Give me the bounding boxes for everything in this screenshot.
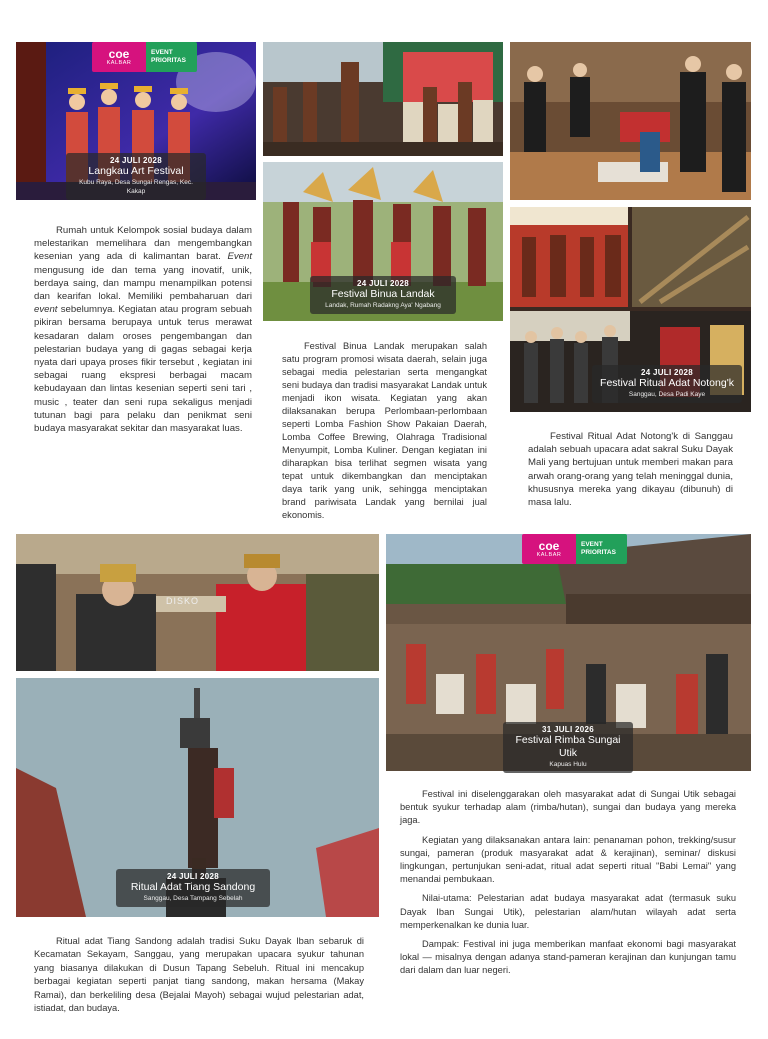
caption-location: Sanggau, Desa Tampang Sebelah (143, 895, 243, 902)
caption-notongk (592, 365, 742, 403)
badge-sub: KALBAR (106, 59, 132, 66)
caption-binua-landak (310, 276, 456, 314)
caption-title: Festival Rimba Sungai Utik (515, 734, 621, 759)
caption-date: 31 JULI 2026 (541, 725, 595, 734)
notongk-para: Festival Ritual Adat Notong'k di Sanggau adalah sebuah upacara adat sakral Suku Dayak Mali yang bertujuan untuk memberi makan para arwah orang-orang yang telah meninggal dunia, khususnya mereka yang dikayau (dibunuh) di masa lalu. (528, 431, 733, 509)
caption-date: 24 JULI 2028 (166, 872, 220, 881)
caption-location: Landak, Rumah Radakng Aya' Ngabang (325, 302, 441, 309)
badge-event: EVENT (151, 49, 173, 56)
coe-event-badge-2 (522, 534, 627, 564)
langkau-event-term: Event (227, 251, 252, 263)
tiang-para: Ritual adat Tiang Sandong adalah tradisi Suku Dayak Iban sebaruk di Kecamatan Sekayam, Sanggau, yang merupakan upacara syukur tahunan yang biasanya dilakukan di Dusun Tapang Sebeluh. Ritual ini mencakup berbagai kegiatan seperti panjat tiang sandong, makan hersama (Makay Ramai), dan berkeliling desa (Bejalai Mayoh) sebagai wujud pelestarian adat, istiadat, dan budaya. (34, 936, 364, 1014)
caption-langkau (66, 153, 206, 200)
badge-logo: coe (108, 46, 130, 61)
text-ritual-tiang-sandong (34, 935, 364, 1015)
caption-location: Sanggau, Desa Padi Kaye (628, 391, 706, 398)
caption-title: Langkau Art Festival (88, 165, 184, 177)
text-festival-notongk (528, 430, 733, 509)
photo-warrior-dance (263, 42, 503, 156)
langkau-para-2: mengusung ide dan tema yang inovatif, unik, berdaya saing, dan mampu menampilkan potensi dan kearifan lokal. Memiliki pembaharuan dari (34, 264, 252, 303)
badge-logo: coe (538, 538, 560, 553)
caption-title: Festival Ritual Adat Notong'k (600, 377, 734, 389)
langkau-para-3: sebelumnya. Kegiatan atau program sebuah pikiran bersama berupaya untuk terus merawat kesadaran dalam oroses pengembangan dan pelestarian budaya yang di gagas sebagai kerja nyata dari upaya proses fikir tersebut , kegiatan ini sebagai ruang ekspresi berbagai macam kebudayaan dan lintas kesenian seperti seni tari , music , teater dan seni rupa sekaligus menjadi tutunan bagi para pelaku dan penikmat seni budaya masyarakat sekitar dan masyarakat luas. (34, 304, 252, 435)
rimba-para-4: Dampak: Festival ini juga memberikan manfaat ekonomi bagi masyarakat lokal — misalnya dengan adanya stand-pameran kerajinan dan kunjungan tamu dari dalam dan luar negeri. (400, 939, 736, 976)
caption-location: Kubu Raya, Desa Sungai Rengas, Kec. Kakap (79, 179, 193, 195)
caption-rimba-sungai-utik (503, 722, 633, 773)
langkau-para-1: Rumah untuk Kelompok sosial budaya dalam melestarikan memelihara dan mengembangkan kesenian yang ada di kalimantan barat. (34, 225, 252, 263)
badge-event: EVENT (581, 541, 603, 548)
caption-date: 24 JULI 2028 (640, 368, 694, 377)
badge-sub: KALBAR (536, 551, 562, 558)
badge-prioritas: PRIORITAS (151, 57, 186, 64)
text-festival-binua-landak (282, 340, 487, 522)
binua-para: Festival Binua Landak merupakan salah satu program promosi wisata daerah, selain juga sebagai media pelestarian serta mengangkat seni budaya dan tradisi masyarakat Landak untuk menjadi ikon wisata. Kegiatan yang akan dilaksanakan berupa Perlombaan-perlombaan seperti Lomba Fashion Show Pakaian Daerah, Lomba Coffee Brewing, Olahraga Tradisional Menyumpit, Lomba Kuliner. Dengan kegiatan ini diharapkan bisa terlihat segmen wisata yang tepat untuk dikembangkan dan menciptakan daya tarik yang unik, sehingga menciptakan brand pariwisata Landak yang bernilai jual ekonomis. (282, 341, 487, 520)
rimba-para-2: Kegiatan yang dilaksanakan antara lain: penanaman pohon, trekking/susur sungai, pameran (produk masyarakat adat & kerajinan), seminar/ diskusi lingkungan, pertunjukan seni-adat, ritual adat seperti ritual "Babi Lemai" yang menandai pembukaan. (400, 834, 736, 885)
badge-prioritas: PRIORITAS (581, 549, 616, 556)
rimba-para-3: Nilai-utama: Pelestarian adat budaya masyarakat adat (termasuk suku Dayak Iban Sungai Utik), pelestarian alam/hutan wilayah adat serta memperkenalkan ke dunia luar. (400, 893, 736, 930)
caption-tiang-sandong (116, 869, 270, 907)
caption-date: 24 JULI 2028 (109, 156, 163, 165)
caption-date: 24 JULI 2028 (356, 279, 410, 288)
langkau-event-term-2: event (34, 304, 58, 316)
caption-title: Ritual Adat Tiang Sandong (130, 881, 256, 893)
photo-ritual-gathering (510, 42, 751, 200)
caption-title: Festival Binua Landak (331, 288, 435, 300)
text-langkau-art-festival (34, 224, 252, 435)
coe-event-badge (92, 42, 197, 72)
text-festival-rimba-sungai-utik (400, 788, 736, 984)
sign-disko: DISKO (166, 596, 200, 606)
caption-location: Kapuas Hulu (549, 761, 587, 768)
rimba-para-1: Festival ini diselenggarakan oleh masyarakat adat di Sungai Utik sebagai bentuk syukur terhadap alam (rimba/hutan), sungai dan budaya yang mereka jaga. (400, 789, 736, 826)
